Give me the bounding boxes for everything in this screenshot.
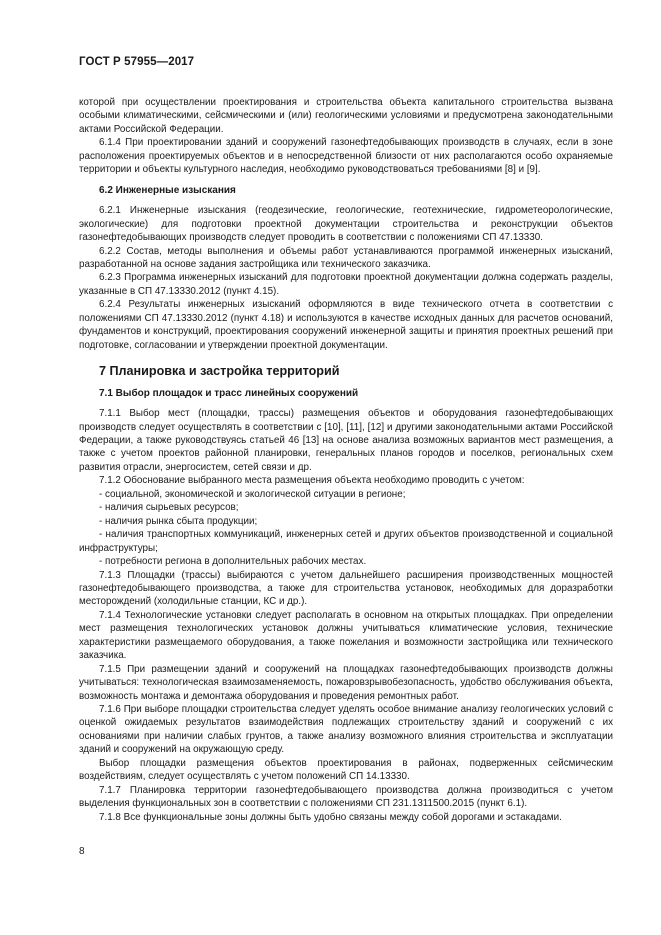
paragraph-7-1-6-seismic: Выбор площадки размещения объектов проектирования в районах, подверженных сейсмическим воздействиям, следует осуществлять с учетом положений СП 14.13330. (79, 757, 613, 783)
list-item: - социальной, экономической и экологической ситуации в регионе; (99, 488, 406, 500)
paragraph-6-2-4: 6.2.4 Результаты инженерных изысканий оформляются в виде технического отчета в соответствии с положениями СП 47.13330.2012 (пункт 4.18) и используются в качестве исходных данных для расчетов оснований, фундаментов и конструкций, проектирования сооружений инженерной защиты и принятия проектных решений при подготовке, согласовании и утверждении проектной документации. (79, 299, 613, 351)
paragraph-6-2-2: 6.2.2 Состав, методы выполнения и объемы работ устанавливаются программой инженерных изысканий, разработанной на основе задания застройщика или технического заказчика. (79, 245, 613, 270)
paragraph-7-1-5: 7.1.5 При размещении зданий и сооружений на площадках газонефтедобывающих производств должны учитываться: технологическая взаимозаменяемость, пожаровзрывобезопасность, удобство обслуживания объекта, возможность монтажа и демонтажа оборудования и проведения ремонтных работ. (79, 663, 613, 702)
chapter-heading-7: 7 Планировка и застройка территорий (99, 364, 340, 379)
list-item: - наличия сырьевых ресурсов; (99, 502, 239, 514)
paragraph-7-1-1: 7.1.1 Выбор мест (площадки, трассы) размещения объектов и оборудования газонефтедобывающих производств следует осуществлять в соответствии с [10], [11], [12] и другими законодательными актами Российской Федерации, а также руководствуясь статьей 46 [13] на основе анализа возможных вариантов мест размещения, а также с учетом проектов районной планировки, генеральных планов городов и поселков, региональных схем развития отрасли, энергосистем, сетей связи и др. (79, 408, 613, 473)
paragraph-7-1-3: 7.1.3 Площадки (трассы) выбираются с учетом дальнейшего расширения производственных мощностей газонефтедобывающего производства, а также для строительства установок, необходимых для доразработки месторождений (холодильные станции, КС и др.). (79, 569, 613, 608)
section-heading-7-1: 7.1 Выбор площадок и трасс линейных сооружений (99, 387, 359, 399)
page-content (79, 96, 613, 824)
list-item: - наличия транспортных коммуникаций, инженерных сетей и других объектов производственной и социальной инфраструктуры; (79, 529, 613, 554)
paragraph-6-2-1: 6.2.1 Инженерные изыскания (геодезические, геологические, геотехнические, гидрометеорологические, экологические) для подготовки проектной документации строительства и реконструкции объектов газонефтедобывающих производств следует проводить в соответствии с положениями СП 47.13330. (79, 205, 613, 244)
list-item: - потребности региона в дополнительных рабочих местах. (99, 556, 367, 568)
paragraph-7-1-6: 7.1.6 При выборе площадки строительства следует уделять особое внимание анализу геологических условий с оценкой ожидаемых результатов взаимодействия подлежащих строительству зданий и сооружений с их основаниями при наличии слабых грунтов, а также анализу возможного влияния строительства и эксплуатации зданий и сооружений на окружающую среду. (79, 704, 613, 756)
section-heading-6-2: 6.2 Инженерные изыскания (99, 184, 236, 196)
paragraph-6-2-3: 6.2.3 Программа инженерных изысканий для подготовки проектной документации должна содержать разделы, указанные в СП 47.13330.2012 (пункт 4.15). (79, 272, 613, 297)
paragraph-6-1-4: 6.1.4 При проектировании зданий и сооружений газонефтедобывающих производств в случаях, если в зоне расположения проектируемых объектов и в непосредственной близости от них располагаются особо охраняемые территории и объекты культурного наследия, необходимо руководствоваться требованиями [8] и [9]. (79, 137, 613, 176)
paragraph-7-1-8: 7.1.8 Все функциональные зоны должны быть удобно связаны между собой дорогами и эстакадами. (99, 811, 562, 823)
paragraph-7-1-7: 7.1.7 Планировка территории газонефтедобывающего производства должна производиться с учетом выделения функциональных зон в соответствии с положениями СП 231.1311500.2015 (пункт 6.1). (79, 784, 613, 810)
document-header: ГОСТ Р 57955—2017 (79, 56, 195, 68)
paragraph-continuation: которой при осуществлении проектирования и строительства объекта капитального строительства вызвана особыми климатическими, сейсмическими и (или) геологическими условиями и предусмотрена законодательными актами Российской Федерации. (79, 97, 613, 135)
list-item: - наличия рынка сбыта продукции; (99, 515, 258, 527)
paragraph-7-1-4: 7.1.4 Технологические установки следует располагать в основном на открытых площадках. При определении мест размещения технологических установок должны учитываться климатические условия, технические характеристики размещаемого оборудования, а также пожелания и возможности застройщика или технического заказчика. (79, 609, 613, 662)
page-number: 8 (79, 846, 85, 857)
paragraph-7-1-2: 7.1.2 Обоснование выбранного места размещения объекта необходимо проводить с учетом: (99, 475, 525, 487)
